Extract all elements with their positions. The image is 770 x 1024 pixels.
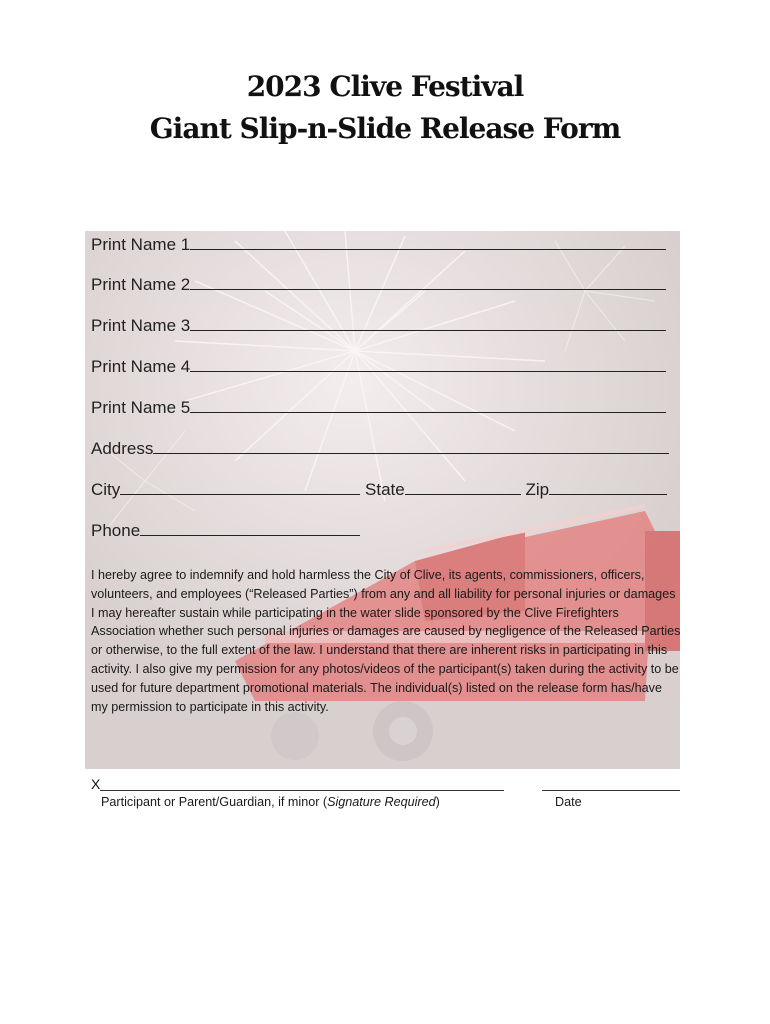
print-name-2-label: Print Name 2 bbox=[91, 275, 191, 294]
print-name-2-line[interactable] bbox=[190, 273, 666, 290]
print-name-4-line[interactable] bbox=[190, 355, 666, 372]
print-name-2-field[interactable] bbox=[91, 273, 666, 295]
print-name-3-label: Print Name 3 bbox=[91, 316, 191, 335]
date-signature-line[interactable] bbox=[542, 774, 680, 791]
phone-label: Phone bbox=[91, 521, 141, 540]
print-name-4-label: Print Name 4 bbox=[91, 357, 191, 376]
city-state-zip-row bbox=[91, 478, 667, 500]
address-field[interactable] bbox=[91, 437, 669, 459]
city-label: City bbox=[91, 480, 121, 499]
release-paragraph: I hereby agree to indemnify and hold harmless the City of Clive, its agents, commissioners, officers, volunteers, and employees (“Released Parties”) from any and all liability for personal injuries or damages I may hereafter sustain while participating in the water slide sponsored by the Clive Firefighters Association whether such personal injuries or damages are caused by negligence of the Released Parties or otherwise, to the full extent of the law. I understand that there are inherent risks in participating in this activity. I also give my permission for any photos/videos of the participant(s) taken during the activity to be used for future department promotional materials. The individual(s) listed on the release form has/have my permission to participate in this activity. bbox=[91, 568, 681, 714]
print-name-4-field[interactable] bbox=[91, 355, 666, 377]
participant-caption-suffix: ) bbox=[435, 795, 440, 809]
zip-label: Zip bbox=[525, 480, 550, 499]
form-title-line1: 2023 Clive Festival bbox=[246, 70, 524, 103]
state-line[interactable] bbox=[405, 478, 521, 495]
print-name-1-label: Print Name 1 bbox=[91, 235, 191, 254]
phone-line[interactable] bbox=[140, 519, 360, 536]
address-label: Address bbox=[91, 439, 154, 458]
print-name-3-line[interactable] bbox=[190, 314, 666, 331]
signature-required-note: Signature Required bbox=[327, 795, 436, 809]
address-line[interactable] bbox=[153, 437, 669, 454]
participant-signature-caption bbox=[101, 795, 440, 809]
city-line[interactable] bbox=[120, 478, 360, 495]
print-name-5-field[interactable] bbox=[91, 396, 666, 418]
signature-x-mark: X bbox=[91, 776, 101, 792]
print-name-1-field[interactable] bbox=[91, 233, 666, 255]
participant-signature-line[interactable] bbox=[100, 774, 504, 791]
zip-line[interactable] bbox=[549, 478, 667, 495]
state-label: State bbox=[365, 480, 405, 499]
print-name-5-line[interactable] bbox=[190, 396, 666, 413]
print-name-1-line[interactable] bbox=[190, 233, 666, 250]
print-name-5-label: Print Name 5 bbox=[91, 398, 191, 417]
participant-caption-prefix: Participant or Parent/Guardian, if minor ( bbox=[101, 795, 328, 809]
phone-field[interactable] bbox=[91, 519, 360, 541]
form-title-line2: Giant Slip-n-Slide Release Form bbox=[149, 112, 621, 145]
print-name-3-field[interactable] bbox=[91, 314, 666, 336]
date-caption: Date bbox=[555, 795, 582, 809]
